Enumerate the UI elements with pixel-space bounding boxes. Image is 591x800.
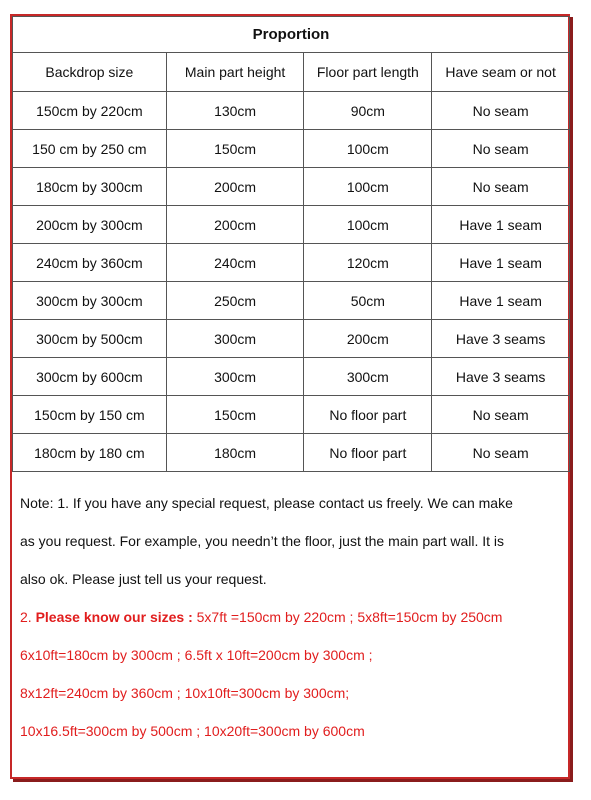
table-row <box>13 358 570 396</box>
note-2-line-1 <box>20 598 568 636</box>
cell-floor-part-length: 100cm <box>304 206 432 244</box>
header-row <box>13 53 570 92</box>
table-row <box>13 320 570 358</box>
cell-backdrop-size: 180cm by 180 cm <box>13 434 167 472</box>
note-1-line-3: also ok. Please just tell us your request. <box>20 571 267 587</box>
cell-main-part-height: 180cm <box>166 434 304 472</box>
table-row <box>13 168 570 206</box>
table-row <box>13 130 570 168</box>
cell-floor-part-length: 200cm <box>304 320 432 358</box>
cell-main-part-height: 150cm <box>166 130 304 168</box>
cell-main-part-height: 150cm <box>166 396 304 434</box>
header-floor-part-length: Floor part length <box>304 53 432 92</box>
cell-floor-part-length: 50cm <box>304 282 432 320</box>
table-row <box>13 244 570 282</box>
cell-main-part-height: 240cm <box>166 244 304 282</box>
cell-backdrop-size: 300cm by 600cm <box>13 358 167 396</box>
table-row <box>13 434 570 472</box>
note-2-line-2: 6x10ft=180cm by 300cm ; 6.5ft x 10ft=200cm by 300cm ; <box>20 647 373 663</box>
cell-main-part-height: 300cm <box>166 320 304 358</box>
cell-floor-part-length: No floor part <box>304 434 432 472</box>
note-1-line-2: as you request. For example, you needn’t the floor, just the main part wall. It is <box>20 533 505 549</box>
cell-floor-part-length: 90cm <box>304 92 432 130</box>
header-backdrop-size: Backdrop size <box>13 53 167 92</box>
header-main-part-height: Main part height <box>166 53 304 92</box>
cell-main-part-height: 200cm <box>166 168 304 206</box>
cell-main-part-height: 130cm <box>166 92 304 130</box>
cell-floor-part-length: No floor part <box>304 396 432 434</box>
cell-floor-part-length: 300cm <box>304 358 432 396</box>
cell-seam: Have 3 seams <box>432 358 570 396</box>
table-row <box>13 92 570 130</box>
notes-section <box>20 484 568 750</box>
cell-floor-part-length: 100cm <box>304 130 432 168</box>
cell-seam: Have 1 seam <box>432 244 570 282</box>
cell-main-part-height: 250cm <box>166 282 304 320</box>
cell-backdrop-size: 180cm by 300cm <box>13 168 167 206</box>
cell-backdrop-size: 240cm by 360cm <box>13 244 167 282</box>
cell-backdrop-size: 150 cm by 250 cm <box>13 130 167 168</box>
cell-backdrop-size: 300cm by 300cm <box>13 282 167 320</box>
header-seam: Have seam or not <box>432 53 570 92</box>
cell-seam: Have 1 seam <box>432 282 570 320</box>
note-2-heading: Please know our sizes : <box>35 609 193 625</box>
cell-seam: No seam <box>432 396 570 434</box>
note-1-line-1: Note: 1. If you have any special request, please contact us freely. We can make <box>20 495 513 511</box>
table-row <box>13 282 570 320</box>
note-2-line-4: 10x16.5ft=300cm by 500cm ; 10x20ft=300cm by 600cm <box>20 723 365 739</box>
table-row <box>13 206 570 244</box>
proportion-table <box>12 16 570 472</box>
cell-seam: No seam <box>432 434 570 472</box>
cell-seam: No seam <box>432 168 570 206</box>
note-2-sizes-1: 5x7ft =150cm by 220cm ; 5x8ft=150cm by 250cm <box>196 609 503 625</box>
cell-backdrop-size: 300cm by 500cm <box>13 320 167 358</box>
table-title: Proportion <box>13 17 570 53</box>
cell-seam: No seam <box>432 92 570 130</box>
cell-seam: Have 1 seam <box>432 206 570 244</box>
table-body <box>13 92 570 472</box>
table-row <box>13 396 570 434</box>
cell-seam: Have 3 seams <box>432 320 570 358</box>
cell-main-part-height: 300cm <box>166 358 304 396</box>
note-2-line-3: 8x12ft=240cm by 360cm ; 10x10ft=300cm by 300cm; <box>20 685 350 701</box>
cell-floor-part-length: 100cm <box>304 168 432 206</box>
note-2-number: 2. <box>20 609 32 625</box>
cell-backdrop-size: 150cm by 220cm <box>13 92 167 130</box>
cell-seam: No seam <box>432 130 570 168</box>
cell-backdrop-size: 150cm by 150 cm <box>13 396 167 434</box>
cell-floor-part-length: 120cm <box>304 244 432 282</box>
cell-main-part-height: 200cm <box>166 206 304 244</box>
cell-backdrop-size: 200cm by 300cm <box>13 206 167 244</box>
